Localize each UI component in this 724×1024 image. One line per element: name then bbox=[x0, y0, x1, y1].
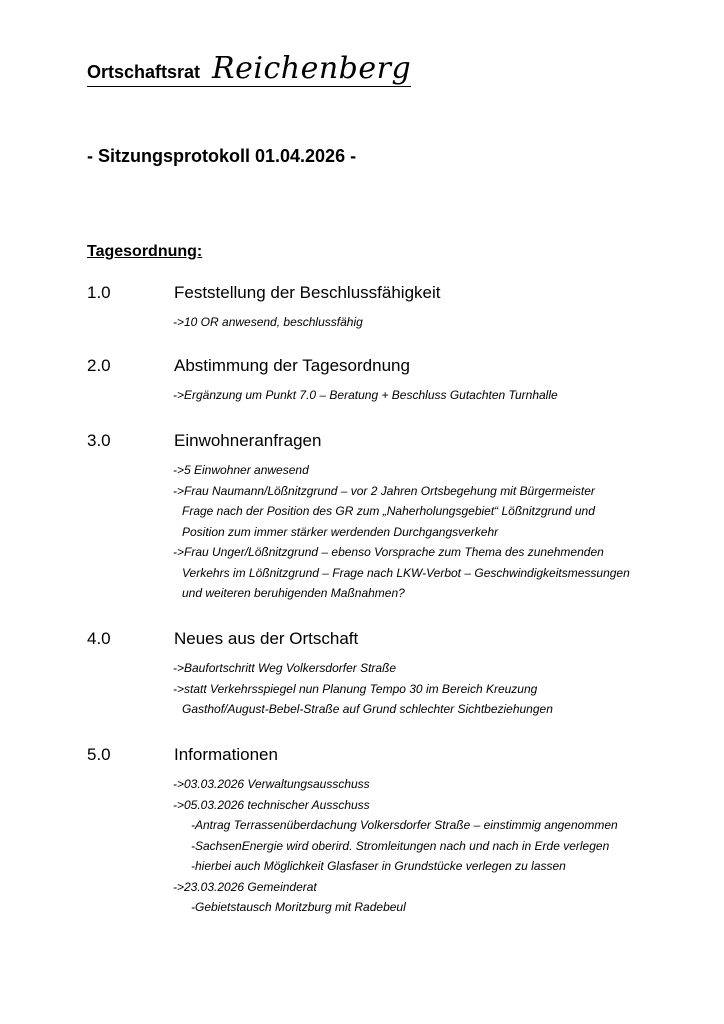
agenda-item-title: Informationen bbox=[174, 745, 278, 764]
agenda-note: ->Ergänzung um Punkt 7.0 – Beratung + Beschluss Gutachten Turnhalle bbox=[173, 388, 558, 402]
agenda-note-continuation: Gasthof/August-Bebel-Straße auf Grund schlechter Sichtbeziehungen bbox=[182, 702, 553, 716]
agenda-item-number: 5.0 bbox=[87, 745, 111, 764]
agenda-note: ->5 Einwohner anwesend bbox=[173, 463, 309, 477]
agenda-item-title: Neues aus der Ortschaft bbox=[174, 629, 359, 648]
agenda-note: ->statt Verkehrsspiegel nun Planung Tempo 30 im Bereich Kreuzung bbox=[173, 681, 538, 696]
agenda-subnote: -Gebietstausch Moritzburg mit Radebeul bbox=[191, 900, 406, 914]
agenda-item-number: 3.0 bbox=[87, 431, 111, 450]
agenda-item-title: Abstimmung der Tagesordnung bbox=[174, 356, 410, 375]
agenda-subnote: -Antrag Terrassenüberdachung Volkersdorfer Straße – einstimmig angenommen bbox=[191, 818, 618, 832]
agenda-subnote: -hierbei auch Möglichkeit Glasfaser in Grundstücke verlegen zu lassen bbox=[191, 859, 566, 873]
agenda-item-notes bbox=[173, 774, 693, 918]
agenda-item-number: 4.0 bbox=[87, 629, 111, 648]
agenda-note: ->05.03.2026 technischer Ausschuss bbox=[173, 797, 370, 812]
agenda-note-continuation: Verkehrs im Lößnitzgrund – Frage nach LKW-Verbot – Geschwindigkeitsmessungen bbox=[182, 565, 630, 580]
agenda-note: ->10 OR anwesend, beschlussfähig bbox=[173, 315, 363, 329]
agenda-note: ->Frau Unger/Lößnitzgrund – ebenso Vorsprache zum Thema des zunehmenden bbox=[173, 545, 604, 559]
agenda-item-number: 1.0 bbox=[87, 283, 111, 302]
agenda-item-number: 2.0 bbox=[87, 356, 111, 375]
agenda-note: ->03.03.2026 Verwaltungsausschuss bbox=[173, 777, 370, 791]
agenda-item-notes bbox=[173, 658, 693, 720]
agenda-note-continuation: und weiteren beruhigenden Maßnahmen? bbox=[182, 586, 405, 600]
agenda-item-notes bbox=[173, 385, 693, 406]
agenda-note: ->23.03.2026 Gemeinderat bbox=[173, 879, 317, 894]
agenda-item-notes bbox=[173, 460, 693, 604]
agenda-note: ->Frau Naumann/Lößnitzgrund – vor 2 Jahren Ortsbegehung mit Bürgermeister bbox=[173, 483, 595, 498]
agenda-item-notes bbox=[173, 312, 693, 333]
document-header bbox=[87, 51, 412, 87]
council-name: Ortschaftsrat bbox=[87, 62, 201, 82]
agenda-item-title: Feststellung der Beschlussfähigkeit bbox=[174, 283, 441, 302]
agenda-heading: Tagesordnung: bbox=[87, 243, 203, 260]
agenda-note-continuation: Frage nach der Position des GR zum „Naherholungsgebiet“ Lößnitzgrund und bbox=[182, 504, 595, 518]
agenda-note-continuation: Position zum immer stärker werdenden Durchgangsverkehr bbox=[182, 524, 499, 539]
agenda-subnote: -SachsenEnergie wird oberird. Stromleitungen nach und nach in Erde verlegen bbox=[191, 838, 610, 853]
agenda-item-title: Einwohneranfragen bbox=[174, 431, 322, 450]
document-subtitle: - Sitzungsprotokoll 01.04.2026 - bbox=[87, 146, 357, 166]
agenda-note: ->Baufortschritt Weg Volkersdorfer Straße bbox=[173, 661, 397, 675]
place-name: Reichenberg bbox=[212, 51, 412, 86]
